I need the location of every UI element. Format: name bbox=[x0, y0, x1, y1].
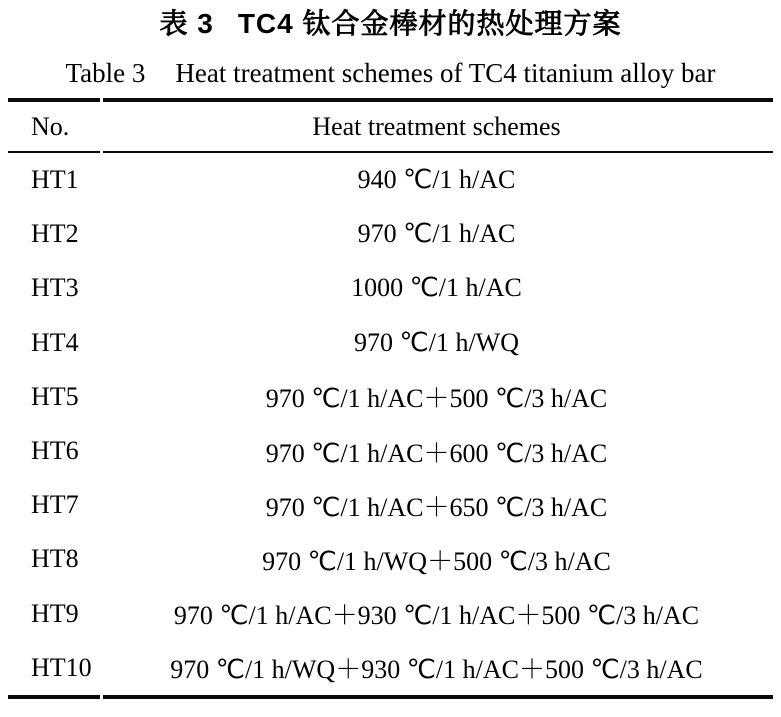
table-header-row bbox=[8, 102, 773, 151]
table-caption-zh bbox=[0, 7, 781, 41]
table-caption-zh-label: 表 3 bbox=[159, 8, 214, 39]
table-row bbox=[8, 587, 773, 641]
row-scheme: 970 ℃/1 h/AC bbox=[357, 219, 516, 249]
row-no: HT5 bbox=[31, 381, 79, 411]
row-scheme: 970 ℃/1 h/WQ＋930 ℃/1 h/AC＋500 ℃/3 h/AC bbox=[170, 655, 703, 685]
rule-segment bbox=[103, 695, 773, 699]
row-no: HT10 bbox=[31, 652, 92, 682]
table-row bbox=[8, 478, 773, 532]
row-no: HT4 bbox=[31, 327, 79, 357]
row-scheme: 970 ℃/1 h/WQ＋500 ℃/3 h/AC bbox=[262, 546, 611, 576]
table-bottom-rule bbox=[8, 695, 773, 699]
table-caption-en-text: Heat treatment schemes of TC4 titanium alloy bar bbox=[175, 58, 716, 88]
row-scheme: 1000 ℃/1 h/AC bbox=[351, 273, 522, 303]
row-no: HT8 bbox=[31, 544, 79, 574]
table-caption-en-label: Table 3 bbox=[65, 58, 146, 88]
row-no: HT1 bbox=[31, 165, 79, 195]
rule-segment bbox=[8, 695, 100, 699]
heat-treatment-table bbox=[8, 98, 773, 699]
table-caption-zh-text: TC4 钛合金棒材的热处理方案 bbox=[237, 8, 622, 39]
row-scheme: 940 ℃/1 h/AC bbox=[357, 165, 516, 195]
rule-segment bbox=[103, 151, 773, 153]
row-scheme: 970 ℃/1 h/WQ bbox=[354, 327, 519, 357]
rule-segment bbox=[8, 151, 100, 153]
table-row bbox=[8, 207, 773, 261]
row-no: HT7 bbox=[31, 490, 79, 520]
table-top-rule bbox=[8, 98, 773, 102]
table-caption-en bbox=[0, 57, 781, 89]
row-scheme: 970 ℃/1 h/AC＋600 ℃/3 h/AC bbox=[265, 438, 608, 468]
table-row bbox=[8, 261, 773, 315]
row-scheme: 970 ℃/1 h/AC＋930 ℃/1 h/AC＋500 ℃/3 h/AC bbox=[173, 601, 700, 631]
paper-table-page bbox=[0, 7, 781, 717]
row-no: HT6 bbox=[31, 436, 79, 466]
rule-segment bbox=[103, 98, 773, 102]
row-no: HT9 bbox=[31, 598, 79, 628]
row-no: HT2 bbox=[31, 219, 79, 249]
table-row bbox=[8, 424, 773, 478]
table-row bbox=[8, 370, 773, 424]
row-no: HT3 bbox=[31, 273, 79, 303]
table-header-rule bbox=[8, 151, 773, 153]
rule-segment bbox=[8, 98, 100, 102]
table-row bbox=[8, 316, 773, 370]
table-row bbox=[8, 532, 773, 586]
row-scheme: 970 ℃/1 h/AC＋650 ℃/3 h/AC bbox=[265, 492, 608, 522]
column-header-scheme: Heat treatment schemes bbox=[312, 111, 561, 141]
row-scheme: 970 ℃/1 h/AC＋500 ℃/3 h/AC bbox=[265, 384, 608, 414]
column-header-no: No. bbox=[31, 111, 70, 141]
table-row bbox=[8, 153, 773, 207]
table-row bbox=[8, 641, 773, 695]
